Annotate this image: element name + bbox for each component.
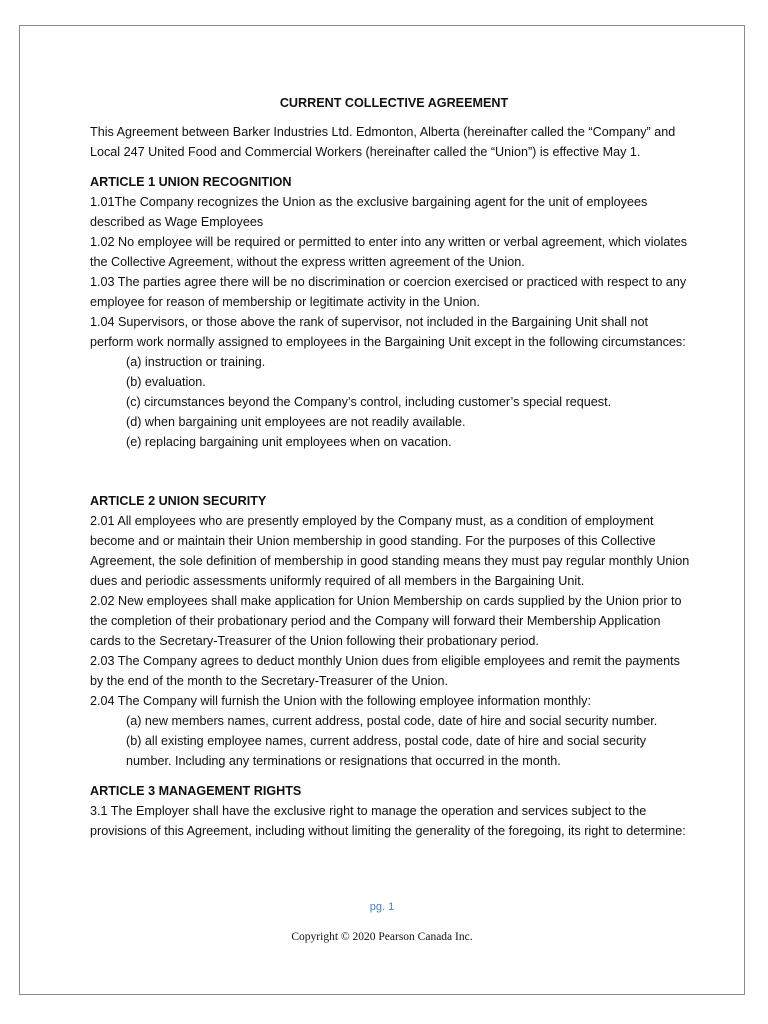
clause-1-01: 1.01The Company recognizes the Union as the exclusive bargaining agent for the unit of employees described as Wage Employees [90, 195, 648, 229]
article-3-heading: ARTICLE 3 MANAGEMENT RIGHTS [90, 784, 302, 798]
clause-1-04-item-d: (d) when bargaining unit employees are not readily available. [126, 415, 466, 429]
clause-2-02: 2.02 New employees shall make application for Union Membership on cards supplied by the Union prior to the completion of their probationary period and the Company will forward their Membership Application cards to the Secretary-Treasurer of the Union following their probationary period. [90, 594, 682, 648]
clause-1-04-item-b: (b) evaluation. [126, 375, 206, 389]
clause-2-04-item-b: (b) all existing employee names, current address, postal code, date of hire and social security number. Including any terminations or resignations that occurred in the month. [126, 734, 647, 768]
clause-1-02: 1.02 No employee will be required or permitted to enter into any written or verbal agreement, which violates the Collective Agreement, without the express written agreement of the Union. [90, 235, 688, 269]
document-title: CURRENT COLLECTIVE AGREEMENT [279, 96, 509, 110]
intro-paragraph: This Agreement between Barker Industries Ltd. Edmonton, Alberta (hereinafter called the “Company” and Local 247 United Food and Commercial Workers (hereinafter called the “Union”) is effective May 1. [90, 125, 676, 159]
clause-2-01: 2.01 All employees who are presently employed by the Company must, as a condition of employment become and or maintain their Union membership in good standing. For the purposes of this Collective Agreement, the sole definition of membership in good standing means they must pay regular monthly Union dues and periodic assessments uniformly required of all members in the Bargaining Unit. [90, 514, 690, 588]
clause-1-04-item-e: (e) replacing bargaining unit employees when on vacation. [126, 435, 452, 449]
article-2-heading: ARTICLE 2 UNION SECURITY [90, 494, 267, 508]
clause-1-04-item-c: (c) circumstances beyond the Company’s control, including customer’s special request. [126, 395, 612, 409]
clause-1-04: 1.04 Supervisors, or those above the rank of supervisor, not included in the Bargaining Unit shall not perform work normally assigned to employees in the Bargaining Unit except in the following circumstances: [90, 315, 686, 349]
document-page [19, 25, 745, 995]
clause-3-1: 3.1 The Employer shall have the exclusive right to manage the operation and services subject to the provisions of this Agreement, including without limiting the generality of the foregoing, its right to determine: [90, 804, 686, 838]
article-1-heading: ARTICLE 1 UNION RECOGNITION [90, 175, 292, 189]
copyright-notice: Copyright © 2020 Pearson Canada Inc. [291, 931, 473, 943]
clause-2-03: 2.03 The Company agrees to deduct monthly Union dues from eligible employees and remit the payments by the end of the month to the Secretary-Treasurer of the Union. [90, 654, 680, 688]
document-body [90, 93, 690, 841]
clause-2-04: 2.04 The Company will furnish the Union with the following employee information monthly: [90, 694, 591, 708]
clause-2-04-item-a: (a) new members names, current address, postal code, date of hire and social security number. [126, 714, 658, 728]
clause-1-03: 1.03 The parties agree there will be no discrimination or coercion exercised or practiced with respect to any employee for reason of membership or legitimate activity in the Union. [90, 275, 687, 309]
page-number: pg. 1 [369, 901, 395, 913]
clause-1-04-item-a: (a) instruction or training. [126, 355, 266, 369]
